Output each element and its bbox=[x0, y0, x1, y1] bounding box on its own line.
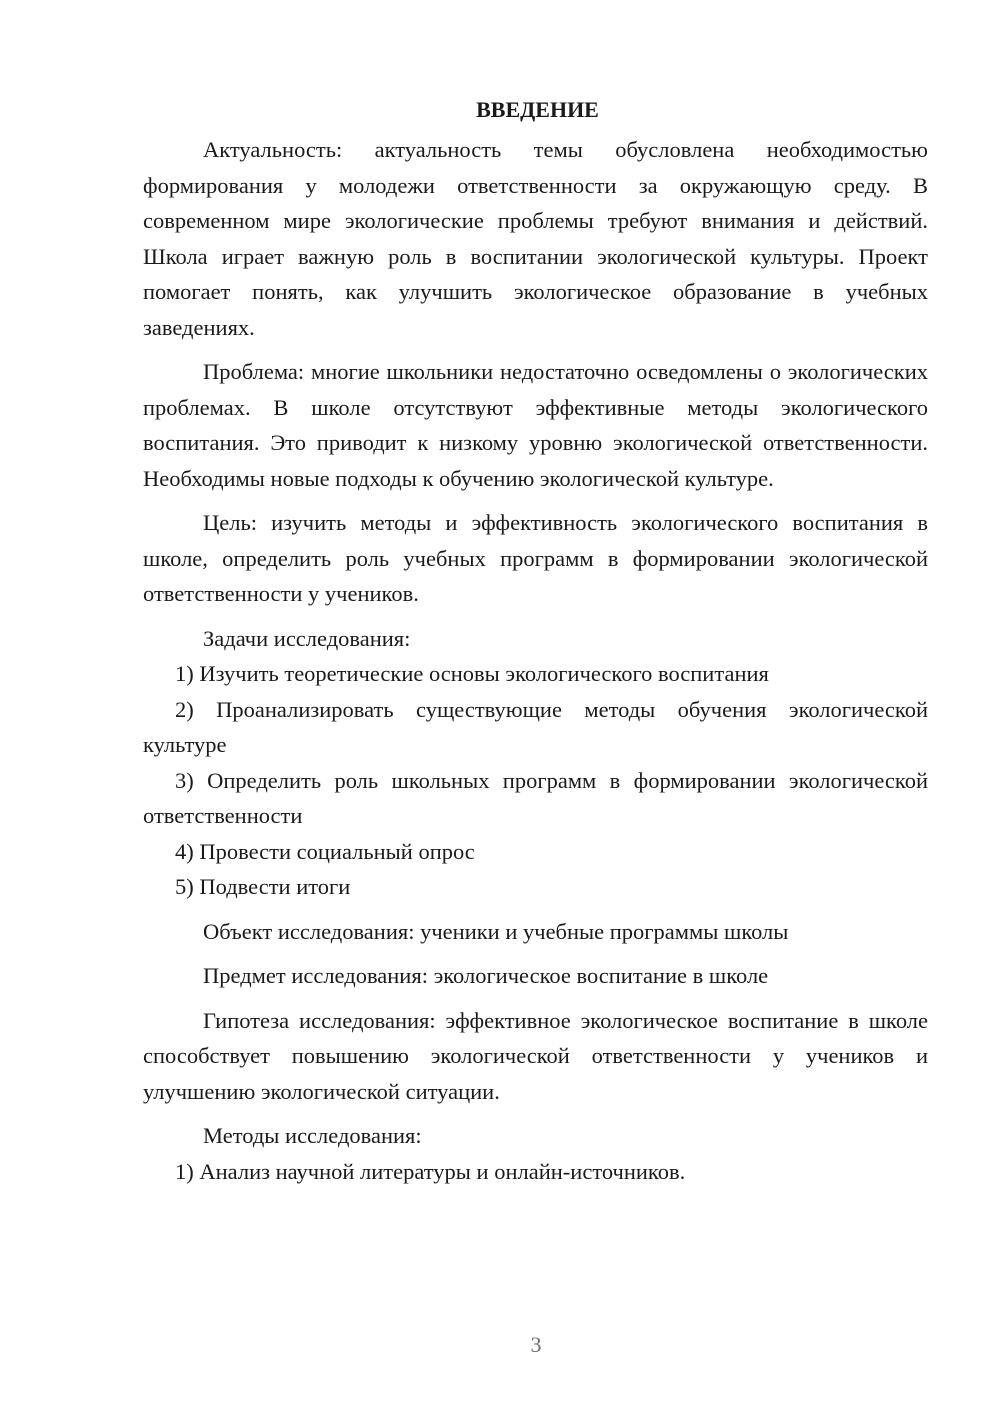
page-number: 3 bbox=[530, 1332, 542, 1357]
task-item-4: 4) Провести социальный опрос bbox=[175, 838, 475, 864]
tasks-heading: Задачи исследования: bbox=[203, 625, 411, 651]
method-item-1: 1) Анализ научной литературы и онлайн-источников. bbox=[175, 1158, 686, 1184]
task-item-1: 1) Изучить теоретические основы экологического воспитания bbox=[175, 661, 769, 686]
goal-paragraph: Цель: изучить методы и эффективность экологического воспитания в школе, определить роль учебных программ в формировании экологической ответственности у учеников. bbox=[143, 510, 928, 606]
task-item-3: 3) Определить роль школьных программ в формировании экологической ответственности bbox=[143, 767, 928, 828]
task-item-2: 2) Проанализировать существующие методы обучения экологической культуре bbox=[143, 696, 928, 757]
relevance-paragraph: Актуальность: актуальность темы обусловлена необходимостью формирования у молодежи ответственности за окружающую среду. В современном мире экологические проблемы требуют внимания и действий. Школа играет важную роль в воспитании экологической культуры. Проект помогает понять, как улучшить экологическое образование в учебных заведениях. bbox=[143, 137, 928, 340]
object-paragraph: Объект исследования: ученики и учебные программы школы bbox=[203, 918, 789, 944]
subject-paragraph: Предмет исследования: экологическое воспитание в школе bbox=[203, 963, 769, 988]
methods-heading: Методы исследования: bbox=[203, 1123, 422, 1148]
task-item-5: 5) Подвести итоги bbox=[175, 874, 351, 899]
hypothesis-paragraph: Гипотеза исследования: эффективное экологическое воспитание в школе способствует повышению экологической ответственности у учеников и улучшению экологической ситуации. bbox=[143, 1007, 928, 1104]
section-title: ВВЕДЕНИЕ bbox=[476, 97, 599, 122]
document-page bbox=[143, 92, 928, 1189]
problem-paragraph: Проблема: многие школьники недостаточно осведомлены о экологических проблемах. В школе отсутствуют эффективные методы экологического воспитания. Это приводит к низкому уровню экологической ответственности. Необходимы новые подходы к обучению экологической культуре. bbox=[143, 359, 928, 491]
